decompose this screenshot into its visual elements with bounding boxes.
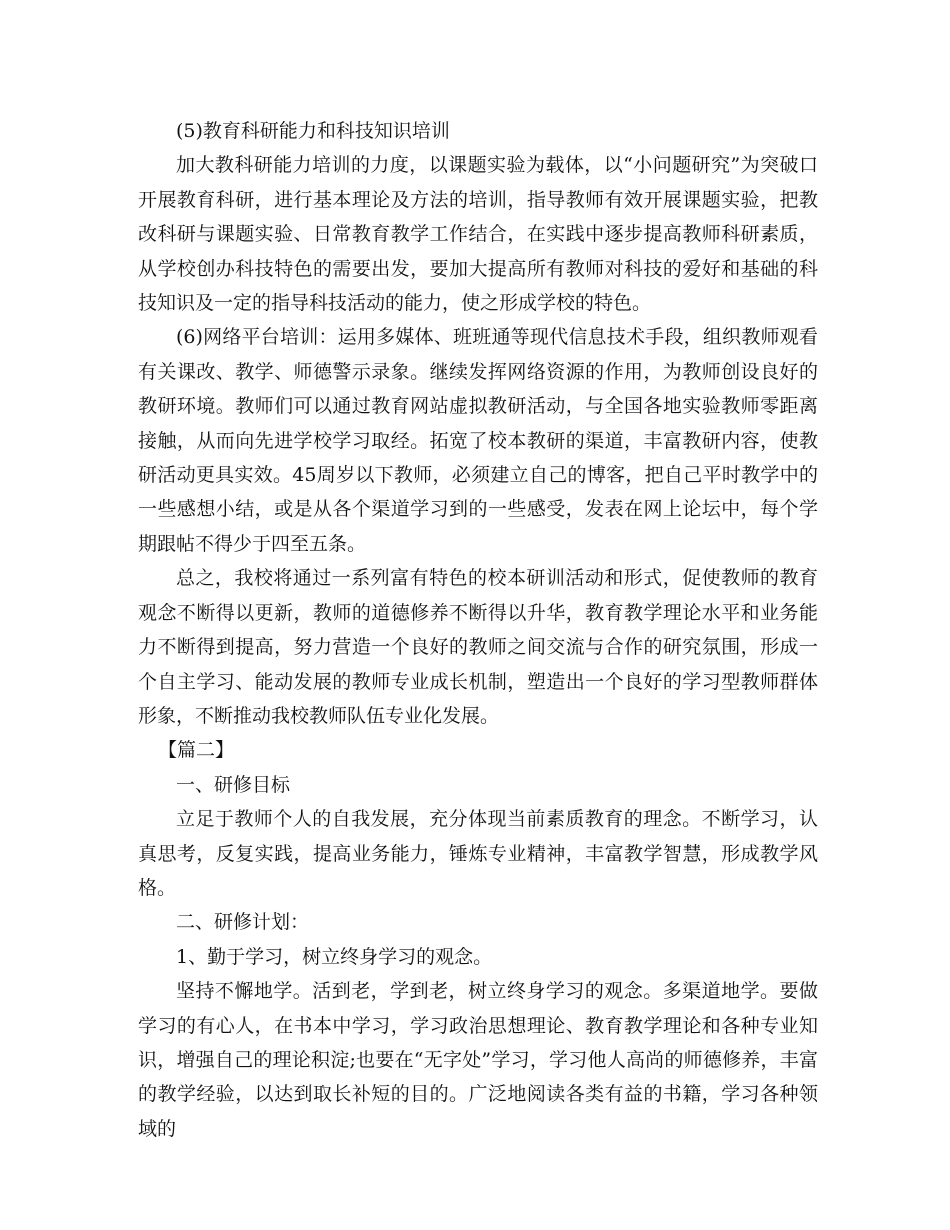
paragraph-research-training: 加大教科研能力培训的力度，以课题实验为载体，以“小问题研究”为突破口开展教育科研，进行基本理论及方法的培训，指导教师有效开展课题实验，把教改科研与课题实验、日常教育教学工作结合，在实践中逐步提高教师科研素质，从学校创办科技特色的需要出发，要加大提高所有教师对科技的爱好和基础的科技知识及一定的指导科技活动的能力，使之形成学校的特色。 (138, 154, 818, 315)
paragraph-network-training: (6)网络平台培训：运用多媒体、班班通等现代信息技术手段，组织教师观看有关课改、教学、师德警示录象。继续发挥网络资源的作用，为教师创设良好的教研环境。教师们可以通过教育网站虚拟教研活动，与全国各地实验教师零距离接触，从而向先进学校学习取经。拓宽了校本教研的渠道，丰富教研内容，使教研活动更具实效。45周岁以下教师，必须建立自己的博客，把自己平时教学中的一些感想小结，或是从各个渠道学习到的一些感受，发表在网上论坛中，每个学期跟帖不得少于四至五条。 (138, 326, 818, 555)
paragraph-goals: 立足于教师个人的自我发展，充分体现当前素质教育的理念。不断学习，认真思考，反复实践，提高业务能力，锤炼专业精神，丰富教学智慧，形成教学风格。 (138, 808, 818, 899)
heading-plan-item-1: 1、勤于学习，树立终身学习的观念。 (176, 945, 493, 968)
subheading-5: (5)教育科研能力和科技知识培训 (176, 120, 450, 142)
paragraph-conclusion: 总之，我校将通过一系列富有特色的校本研训活动和形式，促使教师的教育观念不断得以更新，教师的道德修养不断得以升华，教育教学理论水平和业务能力不断得到提高，努力营造一个良好的教师之间交流与合作的研究氛围，形成一个自主学习、能动发展的教师专业成长机制，塑造出一个良好的学习型教师群体形象，不断推动我校教师队伍专业化发展。 (138, 567, 818, 727)
document-page (138, 114, 818, 1146)
heading-goals: 一、研修目标 (176, 773, 291, 796)
section-title-part-two: 【篇二】 (158, 739, 235, 762)
heading-plan: 二、研修计划： (176, 911, 310, 934)
paragraph-lifelong-learning: 坚持不懈地学。活到老，学到老，树立终身学习的观念。多渠道地学。要做学习的有心人，在书本中学习，学习政治思想理论、教育教学理论和各种专业知识，增强自己的理论积淀;也要在“无字处”学习，学习他人高尚的师德修养，丰富的教学经验，以达到取长补短的目的。广泛地阅读各类有益的书籍，学习各种领域的 (138, 980, 818, 1140)
